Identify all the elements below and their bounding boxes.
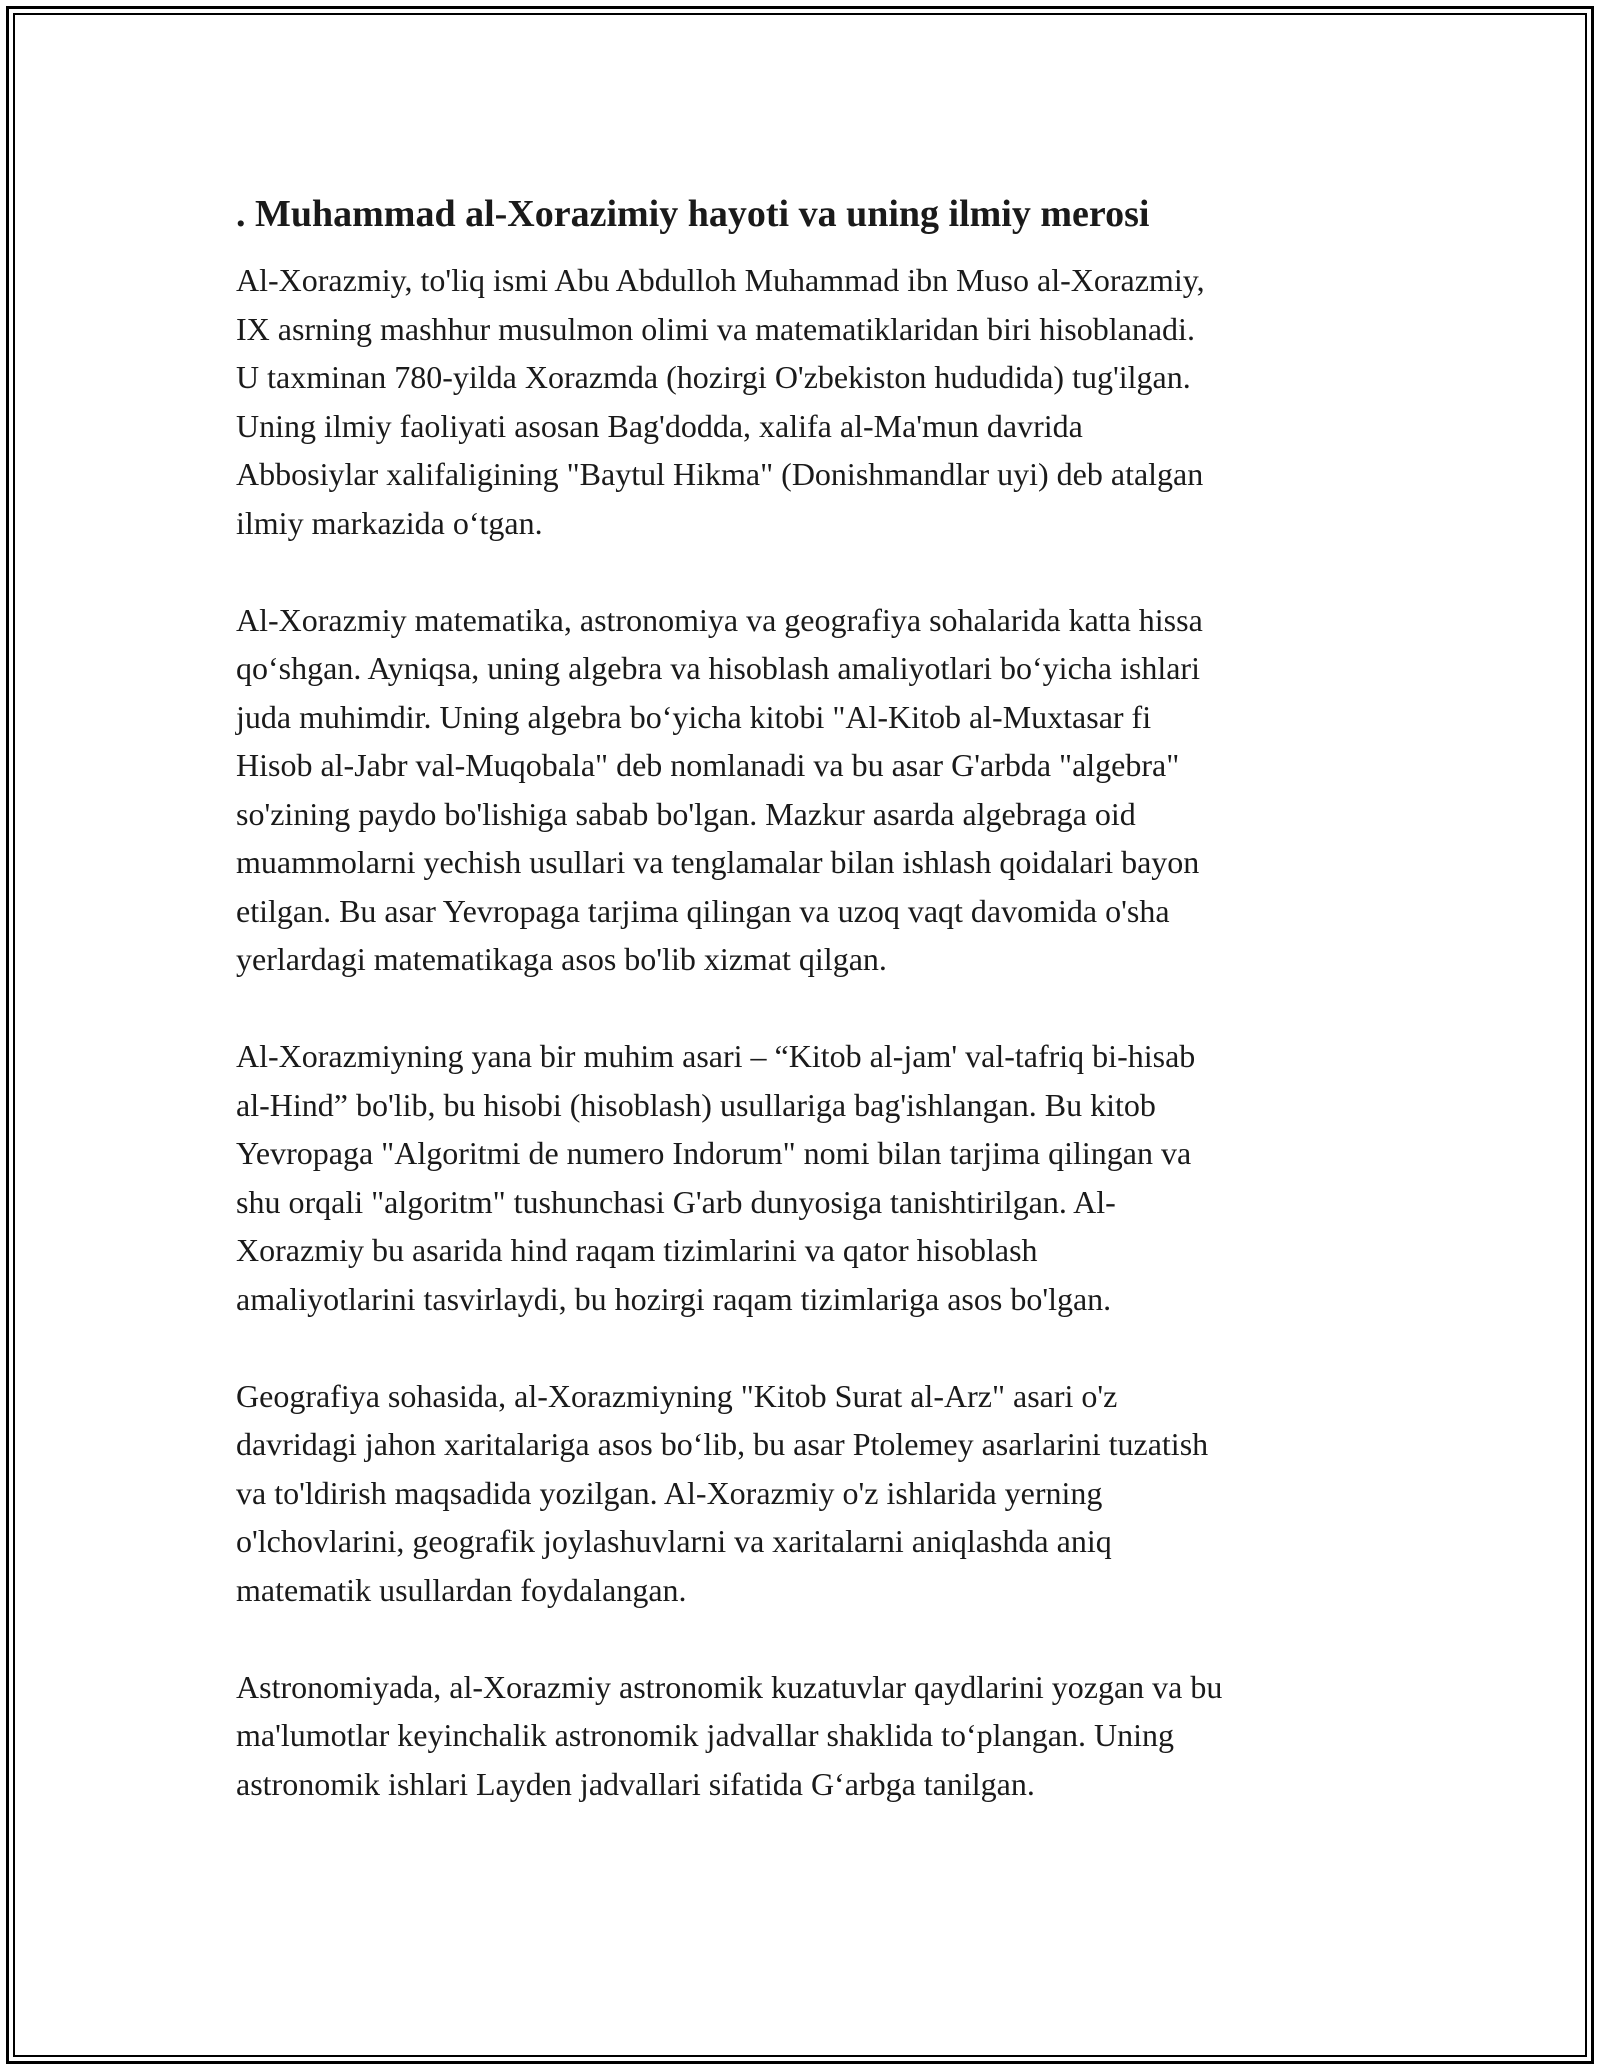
text-line: ma'lumotlar keyinchalik astronomik jadvallar shaklida to‘plangan. Uning — [236, 1717, 1174, 1753]
text-line: amaliyotlarini tasvirlaydi, bu hozirgi raqam tizimlariga asos bo'lgan. — [236, 1280, 1112, 1317]
paragraph-biography — [236, 256, 1396, 547]
text-line: astronomik ishlari Layden jadvallari sifatida G‘arbga tanilgan. — [236, 1765, 1035, 1802]
text-line: Hisob al-Jabr val-Muqobala" deb nomlanadi va bu asar G'arbda "algebra" — [236, 747, 1180, 783]
text-line: Astronomiyada, al-Xorazmiy astronomik kuzatuvlar qaydlarini yozgan va bu — [236, 1668, 1223, 1705]
paragraph-algorithm — [236, 1032, 1396, 1323]
text-line: shu orqali "algoritm" tushunchasi G'arb dunyosiga tanishtirilgan. Al- — [236, 1183, 1116, 1220]
text-line: al-Hind” bo'lib, bu hisobi (hisoblash) usullariga bag'ishlangan. Bu kitob — [236, 1086, 1156, 1123]
text-line: Abbosiylar xalifaligining "Baytul Hikma" (Donishmandlar uyi) deb atalgan — [236, 456, 1204, 492]
text-line: qo‘shgan. Ayniqsa, uning algebra va hisoblash amaliyotlari bo‘yicha ishlari — [236, 650, 1200, 686]
page-title: . Muhammad al-Xorazimiy hayoti va uning ilmiy merosi — [236, 193, 1150, 235]
document-body — [236, 186, 1396, 1857]
text-line: davridagi jahon xaritalariga asos bo‘lib, bu asar Ptolemey asarlarini tuzatish — [236, 1426, 1209, 1462]
text-line: ilmiy markazida o‘tgan. — [236, 504, 543, 541]
text-line: Al-Xorazmiyning yana bir muhim asari – “Kitob al-jam' val-tafriq bi-hisab — [236, 1038, 1196, 1074]
text-line: Uning ilmiy faoliyati asosan Bag'dodda, xalifa al-Ma'mun davrida — [236, 407, 1083, 444]
paragraph-geography — [236, 1372, 1396, 1615]
text-line: Yevropaga "Algoritmi de numero Indorum" nomi bilan tarjima qilingan va — [236, 1135, 1192, 1171]
text-line: juda muhimdir. Uning algebra bo‘yicha kitobi "Al-Kitob al-Muxtasar fi — [236, 698, 1152, 735]
text-line: U taxminan 780-yilda Xorazmda (hozirgi O'zbekiston hududida) tug'ilgan. — [236, 359, 1191, 395]
text-line: va to'ldirish maqsadida yozilgan. Al-Xorazmiy o'z ishlarida yerning — [236, 1474, 1103, 1511]
text-line: so'zining paydo bo'lishiga sabab bo'lgan. Mazkur asarda algebraga oid — [236, 795, 1136, 832]
text-line: muammolarni yechish usullari va tenglamalar bilan ishlash qoidalari bayon — [236, 844, 1200, 880]
text-line: Al-Xorazmiy, to'liq ismi Abu Abdulloh Muhammad ibn Muso al-Xorazmiy, — [236, 262, 1205, 298]
paragraph-astronomy — [236, 1663, 1396, 1809]
text-line: matematik usullardan foydalangan. — [236, 1571, 687, 1608]
paragraph-mathematics — [236, 596, 1396, 984]
text-line: o'lchovlarini, geografik joylashuvlarni va xaritalarni aniqlashda aniq — [236, 1523, 1112, 1559]
text-line: IX asrning mashhur musulmon olimi va matematiklaridan biri hisoblanadi. — [236, 310, 1195, 347]
text-line: Xorazmiy bu asarida hind raqam tizimlarini va qator hisoblash — [236, 1232, 1038, 1268]
text-line: etilgan. Bu asar Yevropaga tarjima qilingan va uzoq vaqt davomida o'sha — [236, 892, 1170, 929]
text-line: yerlardagi matematikaga asos bo'lib xizmat qilgan. — [236, 941, 887, 977]
text-line: Geografiya sohasida, al-Xorazmiyning "Kitob Surat al-Arz" asari o'z — [236, 1377, 1118, 1414]
text-line: Al-Xorazmiy matematika, astronomiya va geografiya sohalarida katta hissa — [236, 601, 1203, 638]
